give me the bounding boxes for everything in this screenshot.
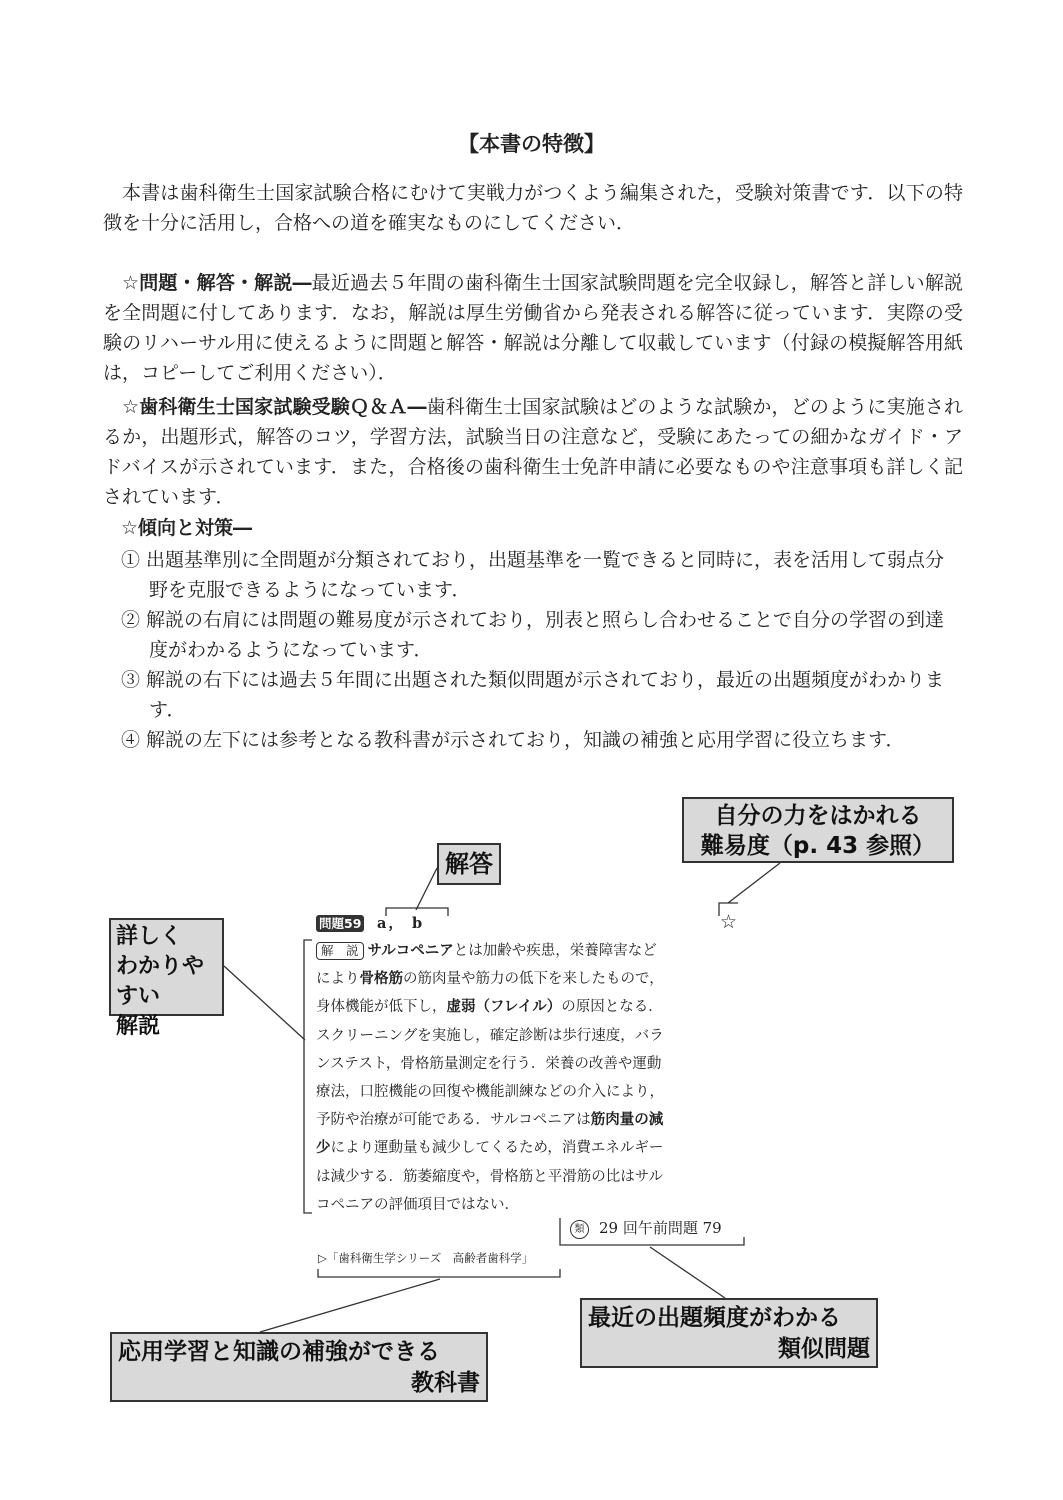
- list-item: ② 解説の右肩には問題の難易度が示されており，別表と照らし合わせることで自分の学習の到達度がわかるようになっています．: [121, 609, 945, 661]
- list-item: ③ 解説の右下には過去５年間に出題された類似問題が示されており，最近の出題頻度がわかります．: [121, 669, 945, 721]
- textbook-ref: ▷「歯科衛生学シリーズ 高齢者歯科学」: [318, 1251, 534, 1265]
- bold-term: 少: [316, 1140, 331, 1157]
- label-line: 詳しく: [116, 924, 183, 949]
- difficulty-label: [682, 797, 954, 863]
- label-line: 最近の出題頻度がわかる: [588, 1305, 841, 1331]
- text-run: の原因となる．: [561, 999, 663, 1016]
- list-item: ④ 解説の左下には参考となる教科書が示されており，知識の補強と応用学習に役立ちます．: [121, 729, 905, 751]
- text-run: により運動量も減少してくるため，消費エネルギー: [330, 1140, 664, 1157]
- list-item: ① 出題基準別に全問題が分類されており，出題基準を一覧できると同時に，表を活用して弱点分野を克服できるようになっています．: [121, 549, 945, 601]
- label-line: 類似問題: [778, 1336, 870, 1362]
- text-run: の筋肉量や筋力の低下を来したもので，: [403, 971, 664, 988]
- explanation-line: [316, 1134, 746, 1162]
- explanation-line: 療法，口腔機能の回復や機能訓練などの介入により，: [316, 1084, 664, 1101]
- similar-question-ref: [570, 1216, 722, 1240]
- explanation-line: [316, 1106, 746, 1134]
- explanation-line: ンステスト，骨格筋量測定を行う．栄養の改善や運動: [316, 1055, 662, 1072]
- trend-heading-text: ☆傾向と対策―: [121, 517, 253, 539]
- bold-term: 筋肉量の減: [590, 1112, 664, 1129]
- bold-term: サルコペニア: [367, 943, 454, 959]
- text-run: 予防や治療が可能である．サルコペニアは: [316, 1112, 591, 1129]
- textbook-label: [110, 1332, 488, 1402]
- label-line: 教科書: [411, 1370, 480, 1396]
- label-line: 解説: [116, 1014, 161, 1039]
- label-line: 自分の力をはかれる: [714, 803, 922, 829]
- difficulty-star-icon: ☆: [720, 911, 738, 933]
- label-line: 難易度（p. 43 参照）: [700, 833, 936, 859]
- rui-icon: 類: [570, 1220, 589, 1239]
- intro-paragraph: 本書は歯科衛生士国家試験合格にむけて実戦力がつくよう編集された，受験対策書です．以下の特徴を十分に活用し，合格への道を確実なものにしてください．: [103, 182, 963, 234]
- text-run: とは加齢や疾患，栄養障害など: [453, 943, 657, 959]
- explanation-line: は減少する．筋萎縮度や，骨格筋と平滑筋の比はサル: [316, 1168, 663, 1185]
- text-run: 身体機能が低下し，: [316, 999, 447, 1016]
- label-line: わかりやすい: [116, 954, 205, 1009]
- feature-text: 最近過去５年間の歯科衛生士国家試験問題を完全収録し，解答と詳しい解説を全問題に付してあります．なお，解説は厚生労働省から発表される解答に従っています．実際の受験のリハーサル用に使えるように問題と解答・解説は分離して収載しています（付録の模擬解答用紙は，コピーしてご利用ください）．: [103, 272, 963, 384]
- similar-ref-text: 29 回午前問題 79: [599, 1219, 722, 1237]
- text-run: により: [316, 971, 360, 988]
- explanation-line: スクリーニングを実施し，確定診断は歩行速度，バラ: [316, 1027, 664, 1044]
- explanation-line: [316, 965, 746, 993]
- label-line: 応用学習と知識の補強ができる: [118, 1339, 440, 1365]
- sample-question-header: [316, 913, 424, 935]
- sample-explanation: [316, 937, 746, 1219]
- feature-heading: ☆問題・解答・解説―: [122, 272, 312, 294]
- feature-heading: ☆歯科衛生士国家試験受験Ｑ＆Ａ―: [122, 396, 427, 418]
- answer-label: 解答: [437, 843, 501, 885]
- page-title: 【本書の特徴】: [458, 132, 605, 156]
- bold-term: 虚弱（フレイル）: [446, 999, 562, 1016]
- question-number-badge: 問題59: [316, 915, 364, 932]
- explanation-line: [316, 937, 746, 965]
- bold-term: 骨格筋: [359, 971, 403, 988]
- feature-text: 歯科衛生士国家試験はどのような試験か，どのように実施されるか，出題形式，解答のコツ，学習方法，試験当日の注意など，受験にあたっての細かなガイド・アドバイスが示されています．また，合格後の歯科衛生士免許申請に必要なものや注意事項も詳しく記されています．: [103, 396, 963, 508]
- detailed-explanation-label: [109, 918, 224, 1039]
- similar-question-label: [580, 1298, 878, 1368]
- kaisetsu-badge: 解 説: [316, 942, 364, 960]
- explanation-line: コペニアの評価項目ではない．: [316, 1196, 519, 1213]
- answer-value: a， b: [377, 915, 425, 932]
- explanation-line: [316, 993, 746, 1021]
